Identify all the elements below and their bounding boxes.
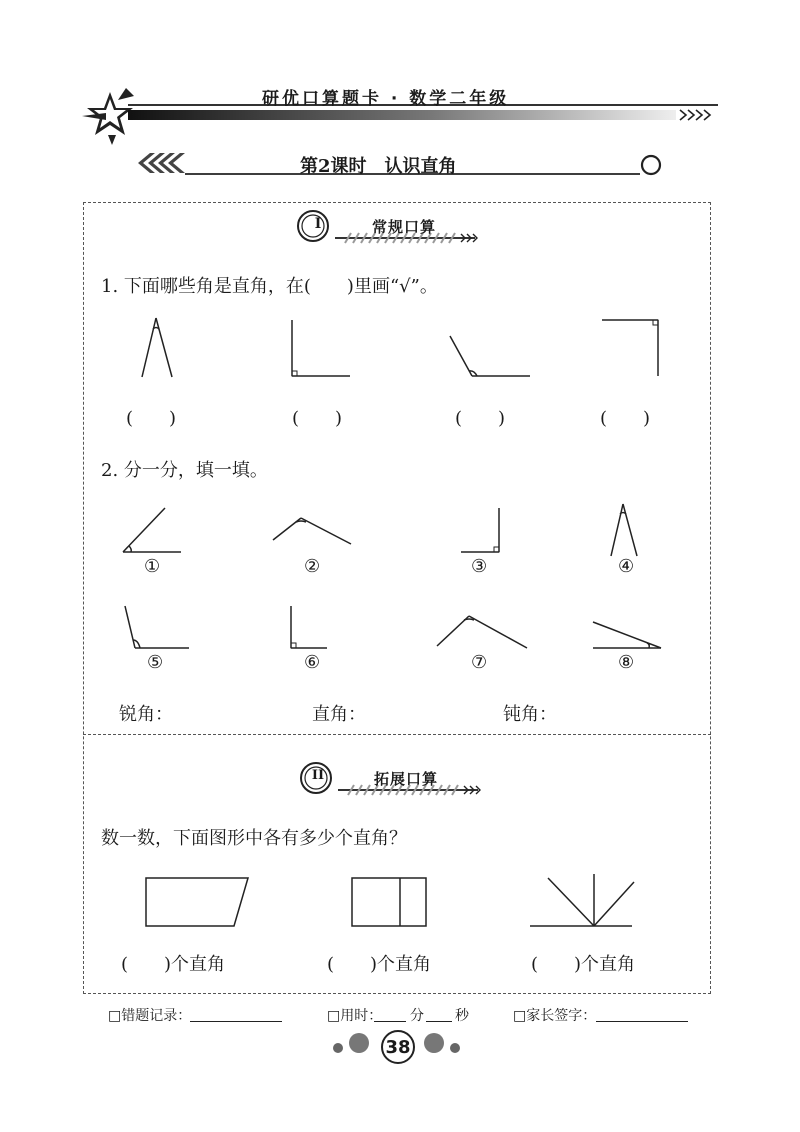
q1-angle-4: [602, 320, 658, 376]
dot-decoration-icon: [424, 1033, 444, 1053]
circle-icon: [642, 156, 660, 174]
q2-label-8: ⑧: [618, 652, 635, 673]
section1-numeral: I: [314, 216, 322, 232]
page-number: 38: [381, 1030, 415, 1064]
q1-answer-1[interactable]: ( ): [126, 408, 177, 429]
q2-angles-figure: [115, 498, 675, 678]
q1-answer-3[interactable]: ( ): [455, 408, 506, 429]
question-2-text: 2. 分一分，填一填。: [101, 460, 268, 481]
section2-numeral: II: [311, 768, 325, 783]
seconds-line[interactable]: [426, 1021, 452, 1022]
mistakes-record-line[interactable]: [190, 1021, 282, 1022]
right-angle-label: 直角：: [312, 704, 366, 725]
q1-angle-2: [292, 320, 350, 376]
second-unit: 秒: [455, 1008, 469, 1024]
dot-decoration-icon: [333, 1043, 343, 1053]
q1-angle-1: [142, 318, 172, 377]
question-1-text: 1. 下面哪些角是直角，在( )里画“√”。: [101, 276, 438, 297]
arrows-left-icon: [138, 153, 185, 173]
q2-angle-2: [273, 518, 351, 544]
obtuse-label: 钝角：: [503, 704, 557, 725]
parent-signature-label: □家长签字：: [513, 1008, 597, 1024]
q2-label-2: ②: [304, 556, 321, 577]
q2-label-5: ⑤: [147, 652, 164, 673]
lesson-title: 第2课时 认识直角: [300, 156, 457, 177]
header-title: 研优口算题卡 · 数学二年级: [262, 89, 510, 109]
q1-answer-2[interactable]: ( ): [292, 408, 343, 429]
arrows-right-icon: [680, 110, 710, 120]
section2-question-text: 数一数，下面图形中各有多少个直角？: [101, 828, 407, 849]
q2-label-4: ④: [618, 556, 635, 577]
q2-angle-6: [291, 606, 327, 648]
q2-angle-3: [461, 508, 499, 552]
acute-label: 锐角：: [119, 704, 173, 725]
s2-answer-1[interactable]: ( )个直角: [121, 954, 226, 975]
section1-title: 常规口算: [372, 218, 437, 236]
s2-answer-2[interactable]: ( )个直角: [327, 954, 432, 975]
time-used-label: □用时：: [327, 1008, 383, 1024]
shape-rectangle-split: [352, 878, 426, 926]
q1-angles-figure: [120, 312, 680, 387]
q2-angle-8: [593, 622, 661, 648]
q2-angle-7: [437, 616, 527, 648]
minutes-line[interactable]: [374, 1021, 406, 1022]
q2-angle-5: [125, 606, 189, 648]
s2-answer-3[interactable]: ( )个直角: [531, 954, 636, 975]
q2-label-1: ①: [144, 556, 161, 577]
dot-decoration-icon: [450, 1043, 460, 1053]
shape-trapezoid: [146, 878, 248, 926]
minute-unit: 分: [410, 1008, 424, 1024]
mistakes-record-label: □错题记录：: [108, 1008, 192, 1024]
q2-label-3: ③: [471, 556, 488, 577]
q1-answer-4[interactable]: ( ): [600, 408, 651, 429]
q2-label-6: ⑥: [304, 652, 321, 673]
q2-label-7: ⑦: [471, 652, 488, 673]
parent-signature-line[interactable]: [596, 1021, 688, 1022]
q2-angle-1: [123, 508, 181, 552]
section2-shapes-figure: [130, 870, 650, 940]
q2-angle-4: [611, 504, 637, 556]
star-logo-icon: [82, 88, 134, 145]
dot-decoration-icon: [349, 1033, 369, 1053]
section-divider: [83, 734, 711, 735]
section2-title: 拓展口算: [374, 770, 439, 788]
shape-rays: [530, 874, 634, 926]
q1-angle-3: [450, 336, 530, 376]
